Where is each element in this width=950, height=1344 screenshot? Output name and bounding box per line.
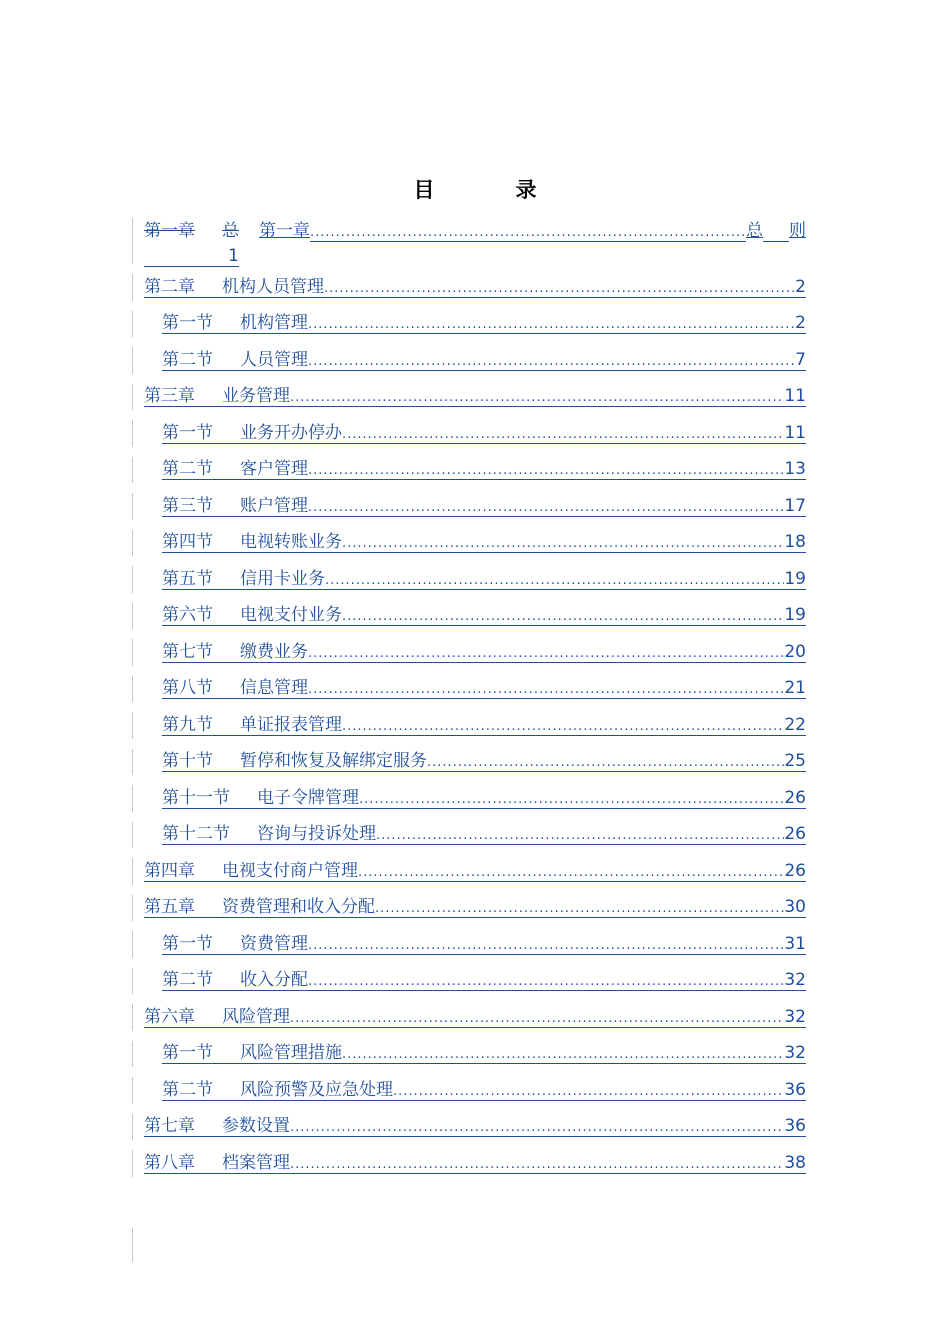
toc-link[interactable]	[144, 861, 806, 882]
toc-entry-page: 21	[784, 678, 806, 698]
toc-link[interactable]	[162, 788, 806, 809]
toc-entry-page: 2	[795, 276, 806, 297]
toc-entry-chapter[interactable]	[132, 852, 806, 889]
leader-dots	[308, 646, 784, 662]
toc-entry-label: 参数设置	[222, 1116, 290, 1136]
change-bar	[132, 218, 133, 264]
toc-entry-page: 36	[784, 1079, 806, 1100]
toc-entry-section[interactable]	[132, 524, 806, 561]
toc-entry-chapter[interactable]	[132, 1108, 806, 1145]
toc-link[interactable]	[162, 678, 806, 699]
toc-entry-number: 第六章	[144, 1006, 195, 1027]
toc-entry-page: 38	[784, 1152, 806, 1173]
deleted-chapter-title: 总	[222, 221, 239, 241]
leader-dots	[324, 281, 795, 297]
toc-entry-page: 7	[795, 349, 806, 370]
change-bar	[132, 858, 133, 885]
toc-entry-chapter[interactable]	[132, 268, 806, 305]
change-bar	[132, 822, 133, 849]
toc-entry-page: 31	[784, 933, 806, 954]
toc-entry-number: 第一节	[162, 313, 213, 333]
toc-entry-number: 第二章	[144, 276, 195, 297]
toc-entry-label: 缴费业务	[240, 641, 308, 662]
change-bar	[132, 1114, 133, 1141]
toc-entry-number: 第一节	[162, 422, 213, 443]
toc-entry-label: 资费管理	[240, 933, 308, 954]
toc-entry-label: 风险预警及应急处理	[240, 1079, 393, 1100]
change-bar	[132, 1150, 133, 1177]
change-bar	[132, 1228, 133, 1262]
leader-dots	[342, 1047, 784, 1063]
toc-entry-number: 第一章	[259, 221, 310, 241]
toc-entry-section[interactable]	[132, 414, 806, 451]
change-bar	[132, 566, 133, 593]
toc-link[interactable]	[162, 970, 806, 991]
change-bar	[132, 274, 133, 301]
toc-link[interactable]	[162, 824, 806, 845]
change-bar	[132, 1041, 133, 1068]
toc-entry-number: 第一节	[162, 1043, 213, 1063]
toc-entry-label: 资费管理和收入分配	[222, 897, 375, 917]
toc-entry-section[interactable]	[132, 305, 806, 342]
toc-entry-section[interactable]	[132, 633, 806, 670]
toc-entry-page: 11	[784, 422, 806, 443]
toc-entry-section[interactable]	[132, 816, 806, 853]
toc-entry-number: 第三章	[144, 386, 195, 406]
leader-dots	[342, 609, 784, 625]
change-bar	[132, 749, 133, 776]
toc-entry-chapter-1[interactable]	[132, 214, 806, 268]
change-bar	[132, 457, 133, 484]
toc-entry-section[interactable]	[132, 743, 806, 780]
toc-entry-number: 第十一节	[162, 787, 230, 808]
toc-entry-section[interactable]	[132, 1071, 806, 1108]
toc-entry-label: 业务开办停办	[240, 422, 342, 443]
toc-entry-section[interactable]	[132, 487, 806, 524]
toc-entry-page: 30	[784, 897, 806, 917]
toc-entry-number: 第九节	[162, 714, 213, 735]
toc-entry-chapter[interactable]	[132, 378, 806, 415]
toc-link[interactable]	[162, 569, 806, 590]
toc-entry-section[interactable]	[132, 670, 806, 707]
toc-entry-section[interactable]	[132, 962, 806, 999]
toc-entry-chapter[interactable]	[132, 1144, 806, 1181]
leader-dots	[308, 974, 784, 990]
toc-entry-page: 1	[144, 246, 239, 267]
leader-dots	[393, 1084, 784, 1100]
change-bar	[132, 347, 133, 374]
toc-entry-number: 第七章	[144, 1116, 195, 1136]
change-bar	[132, 712, 133, 739]
toc-entry-page: 32	[784, 1006, 806, 1027]
toc-link[interactable]	[162, 1080, 806, 1101]
toc-entry-number: 第八节	[162, 678, 213, 698]
toc-link[interactable]	[144, 277, 806, 298]
toc-entry-number: 第十二节	[162, 824, 230, 844]
toc-entry-page: 19	[784, 605, 806, 625]
toc-entry-label: 档案管理	[222, 1152, 290, 1173]
toc-entry-page: 25	[784, 751, 806, 771]
toc-entry-number: 第二节	[162, 1079, 213, 1100]
leader-dots	[325, 573, 784, 589]
toc-link[interactable]	[144, 1153, 806, 1174]
change-bar	[132, 968, 133, 995]
page-title: 目 录	[413, 177, 567, 202]
toc-entry-number: 第八章	[144, 1152, 195, 1173]
change-bar	[132, 493, 133, 520]
toc-entry-section[interactable]	[132, 597, 806, 634]
leader-dots	[308, 354, 795, 370]
toc-entry-label: 电视支付业务	[240, 605, 342, 625]
toc-entry-page: 18	[784, 532, 806, 552]
toc-entry-section[interactable]	[132, 560, 806, 597]
toc-entry-label: 人员管理	[240, 349, 308, 370]
toc-link[interactable]	[144, 1116, 806, 1137]
toc-entry-label: 电视转账业务	[240, 532, 342, 552]
toc-entry-section[interactable]	[132, 341, 806, 378]
toc-link[interactable]	[162, 1043, 806, 1064]
toc-entry-section[interactable]	[132, 1035, 806, 1072]
leader-dots	[308, 317, 795, 333]
toc-entry-label: 客户管理	[240, 459, 308, 479]
toc-entry-number: 第七节	[162, 641, 213, 662]
toc-entry-number: 第五节	[162, 568, 213, 589]
change-bar	[132, 639, 133, 666]
leader-dots	[359, 792, 784, 808]
toc-link[interactable]	[162, 642, 806, 663]
toc-entry-page: 26	[784, 824, 806, 844]
toc-entry-page: 17	[784, 495, 806, 516]
toc-entry-number: 第一节	[162, 933, 213, 954]
change-bar	[132, 530, 133, 557]
toc-entry-label: 信用卡业务	[240, 568, 325, 589]
change-bar	[132, 420, 133, 447]
leader-dots	[427, 755, 784, 771]
change-bar	[132, 603, 133, 630]
toc-link[interactable]	[162, 605, 806, 626]
toc-entry-chapter[interactable]	[132, 998, 806, 1035]
change-bar	[132, 311, 133, 338]
leader-dots	[342, 427, 784, 443]
change-bar	[132, 1077, 133, 1104]
toc-entry-label: 单证报表管理	[240, 714, 342, 735]
toc-entry-chapter[interactable]	[132, 889, 806, 926]
leader-dots	[290, 390, 784, 406]
toc-entry-label: 电子令牌管理	[257, 787, 359, 808]
change-bar	[132, 785, 133, 812]
toc-entry-section[interactable]	[132, 779, 806, 816]
toc-entry-number: 第四节	[162, 532, 213, 552]
toc-entry-number: 第二节	[162, 349, 213, 370]
toc-entry-label: 机构人员管理	[222, 276, 324, 297]
toc-link[interactable]	[162, 532, 806, 553]
toc-entry-number: 第六节	[162, 605, 213, 625]
toc-link[interactable]	[144, 386, 806, 407]
toc-entry-label: 收入分配	[240, 970, 308, 990]
leader-dots	[290, 1157, 784, 1173]
toc-entry-page: 32	[784, 1043, 806, 1063]
change-bar	[132, 384, 133, 411]
leader-dots	[308, 463, 784, 479]
leader-dots	[290, 1120, 784, 1136]
toc-entry-label: 风险管理	[222, 1006, 290, 1027]
toc-entry-label: 电视支付商户管理	[222, 860, 358, 881]
toc-link[interactable]	[162, 423, 806, 444]
leader-dots	[358, 865, 784, 881]
toc-entry-page: 36	[784, 1116, 806, 1136]
toc-link[interactable]	[144, 897, 806, 918]
toc-entry-page: 19	[784, 568, 806, 589]
toc-link[interactable]	[162, 751, 806, 772]
change-bar	[132, 676, 133, 703]
leader-dots	[342, 536, 784, 552]
leader-dots	[308, 682, 784, 698]
leader-dots	[375, 901, 784, 917]
change-bar	[132, 1004, 133, 1031]
toc-link[interactable]	[162, 496, 806, 517]
toc-entry-page: 11	[784, 386, 806, 406]
toc-entry-page: 26	[784, 787, 806, 808]
leader-dots	[308, 500, 784, 516]
toc-entry-section[interactable]	[132, 925, 806, 962]
toc-link[interactable]	[162, 350, 806, 371]
toc-link[interactable]	[162, 313, 806, 334]
toc-entry-number: 第五章	[144, 897, 195, 917]
toc-link[interactable]	[162, 459, 806, 480]
toc-link[interactable]	[144, 1007, 806, 1028]
deleted-chapter-number: 第一章	[144, 221, 195, 241]
leader-dots	[290, 1011, 784, 1027]
toc-entry-number: 第二节	[162, 970, 213, 990]
toc-entry-label: 总	[746, 221, 763, 241]
toc-entry-label: 暂停和恢复及解绑定服务	[240, 751, 427, 771]
change-bar	[132, 895, 133, 922]
leader-dots	[342, 719, 784, 735]
toc-entry-page: 22	[784, 714, 806, 735]
toc-entry-number: 第二节	[162, 459, 213, 479]
toc-entry-number: 第三节	[162, 495, 213, 516]
toc-link[interactable]	[162, 715, 806, 736]
toc-entry-label: 风险管理措施	[240, 1043, 342, 1063]
leader-dots	[310, 225, 746, 242]
toc-entry-label: 机构管理	[240, 313, 308, 333]
toc-entry-label: 信息管理	[240, 678, 308, 698]
toc-entry-page: 2	[795, 313, 806, 333]
toc-entry-label: 咨询与投诉处理	[257, 824, 376, 844]
change-bar	[132, 931, 133, 958]
toc-link[interactable]	[162, 934, 806, 955]
toc-entry-page: 20	[784, 641, 806, 662]
toc-entry-number: 第四章	[144, 860, 195, 881]
toc-entry-section[interactable]	[132, 451, 806, 488]
toc-entry-label-2: 则	[789, 221, 806, 241]
table-of-contents	[132, 214, 806, 1181]
toc-entry-label: 账户管理	[240, 495, 308, 516]
toc-entry-page: 32	[784, 970, 806, 990]
toc-entry-number: 第十节	[162, 751, 213, 771]
toc-entry-label: 业务管理	[222, 386, 290, 406]
leader-dots	[308, 938, 784, 954]
toc-entry-section[interactable]	[132, 706, 806, 743]
toc-entry-page: 26	[784, 860, 806, 881]
toc-entry-page: 13	[784, 459, 806, 479]
leader-dots	[376, 828, 784, 844]
